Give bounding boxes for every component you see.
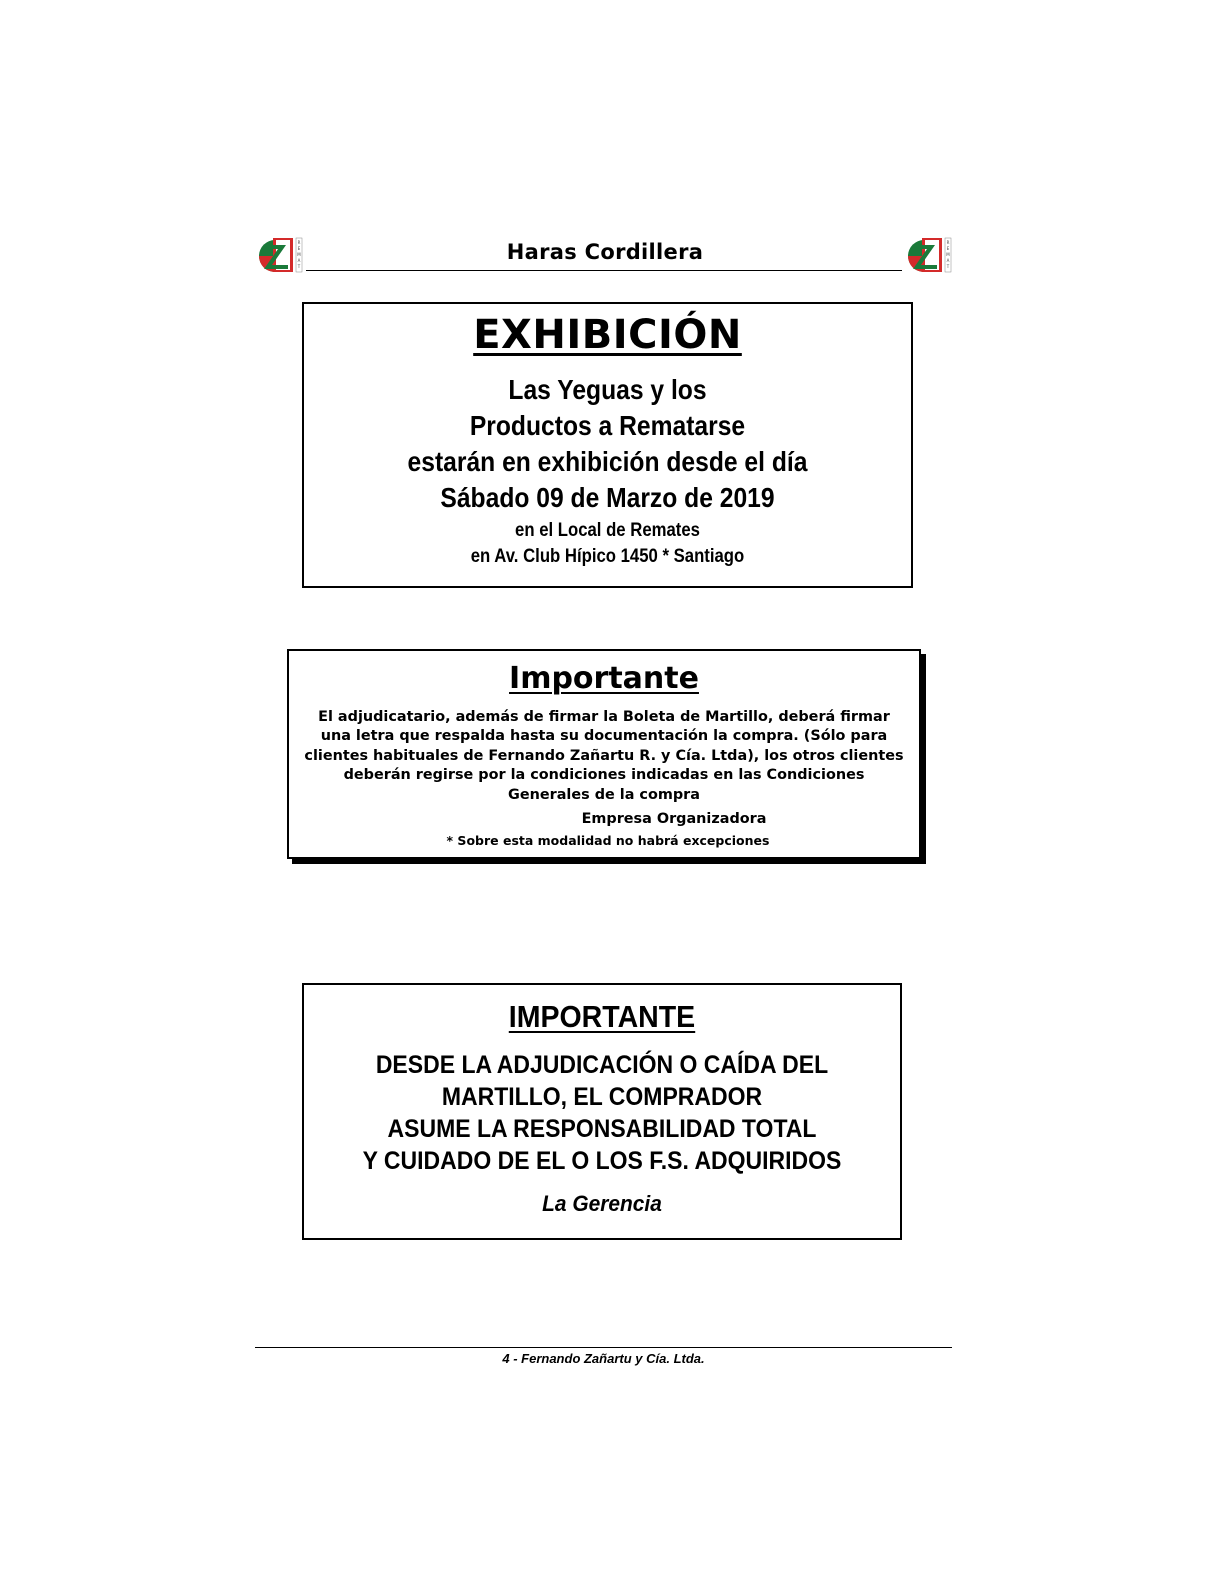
svg-text:E: E (297, 246, 301, 251)
responsibility-line: DESDE LA ADJUDICACIÓN O CAÍDA DEL (375, 1051, 829, 1079)
exhibition-line: Productos a Rematarse (469, 410, 746, 441)
exceptions-note: * Sobre esta modalidad no habrá excepciones (446, 833, 770, 849)
important-notice-title: Importante (509, 661, 699, 696)
footer-text: 4 - Fernando Zañartu y Cía. Ltda. (502, 1351, 705, 1366)
responsibility-notice-title: IMPORTANTE (508, 999, 696, 1034)
svg-text:M: M (946, 252, 950, 257)
exhibition-title: EXHIBICIÓN (473, 312, 742, 358)
svg-text:T: T (946, 264, 950, 269)
important-notice-body: El adjudicatario, además de firmar la Boleta de Martillo, deberá firmar una letra que respalda hasta su documentación la compra. (Sólo para clientes habituales de Fernando Zañartu R. y Cía. Ltda), los otros clientes deberán regirse por la condiciones indicadas en las Condiciones Generales de la compra (304, 709, 904, 803)
important-notice-box (287, 649, 921, 859)
management-signature: La Gerencia (542, 1191, 662, 1216)
svg-text:T: T (297, 264, 301, 269)
exhibition-line: estarán en exhibición desde el día (407, 446, 808, 477)
header-divider (306, 270, 902, 271)
svg-text:M: M (297, 252, 301, 257)
svg-text:R: R (297, 240, 301, 245)
responsibility-line: MARTILLO, EL COMPRADOR (441, 1083, 763, 1111)
svg-text:E: E (946, 246, 950, 251)
responsibility-line: ASUME LA RESPONSABILIDAD TOTAL (387, 1115, 817, 1143)
exhibition-box (302, 302, 913, 588)
svg-text:A: A (946, 258, 950, 263)
exhibition-address: en Av. Club Hípico 1450 * Santiago (470, 546, 745, 567)
svg-text:A: A (297, 258, 301, 263)
exhibition-location: en el Local de Remates (515, 520, 700, 541)
company-logo-left (256, 232, 306, 278)
company-logo-right (905, 232, 955, 278)
organizer-label: Empresa Organizadora (581, 811, 767, 828)
footer-divider (255, 1347, 952, 1348)
exhibition-line: Las Yeguas y los (508, 374, 707, 405)
responsibility-notice-box (302, 983, 902, 1240)
responsibility-line: Y CUIDADO DE EL O LOS F.S. ADQUIRIDOS (362, 1147, 842, 1175)
header-title: Haras Cordillera (506, 240, 704, 264)
exhibition-date: Sábado 09 de Marzo de 2019 (440, 482, 775, 513)
svg-text:R: R (946, 240, 950, 245)
